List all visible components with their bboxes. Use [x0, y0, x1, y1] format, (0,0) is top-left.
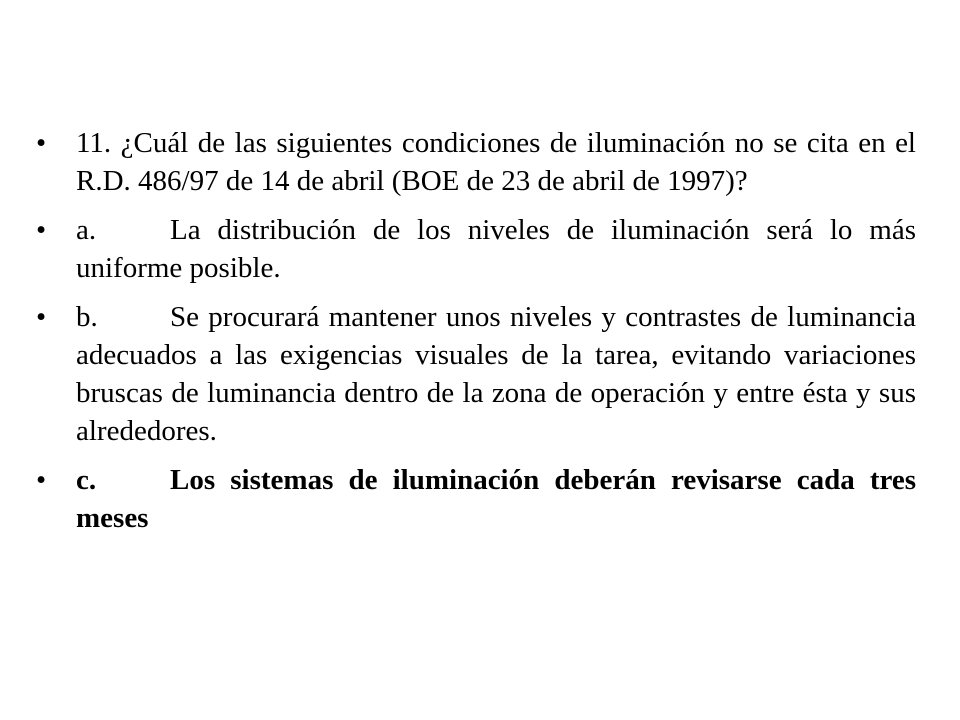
question-item — [36, 124, 916, 200]
option-b-letter: b. — [76, 301, 98, 333]
bullet-icon: • — [36, 464, 47, 496]
option-c-item — [36, 461, 916, 537]
bullet-icon: • — [36, 127, 47, 159]
option-a-text: La distribución de los niveles de iluminación será lo más uniforme posible. — [76, 214, 916, 284]
option-a-item — [36, 211, 916, 287]
bullet-list — [36, 124, 916, 548]
bullet-icon: • — [36, 301, 47, 333]
option-b-item — [36, 298, 916, 450]
bullet-icon: • — [36, 214, 47, 246]
option-c-letter: c. — [76, 464, 97, 496]
option-b-text: Se procurará mantener unos niveles y contrastes de luminancia adecuados a las exigencias visuales de la tarea, evitando variaciones bruscas de luminancia dentro de la zona de operación y entre ésta y sus alrededores. — [76, 301, 916, 447]
option-a-letter: a. — [76, 214, 97, 246]
option-c-text: Los sistemas de iluminación deberán revisarse cada tres meses — [76, 464, 916, 534]
question-text: 11. ¿Cuál de las siguientes condiciones de iluminación no se cita en el R.D. 486/97 de 14 de abril (BOE de 23 de abril de 1997)? — [76, 127, 916, 197]
